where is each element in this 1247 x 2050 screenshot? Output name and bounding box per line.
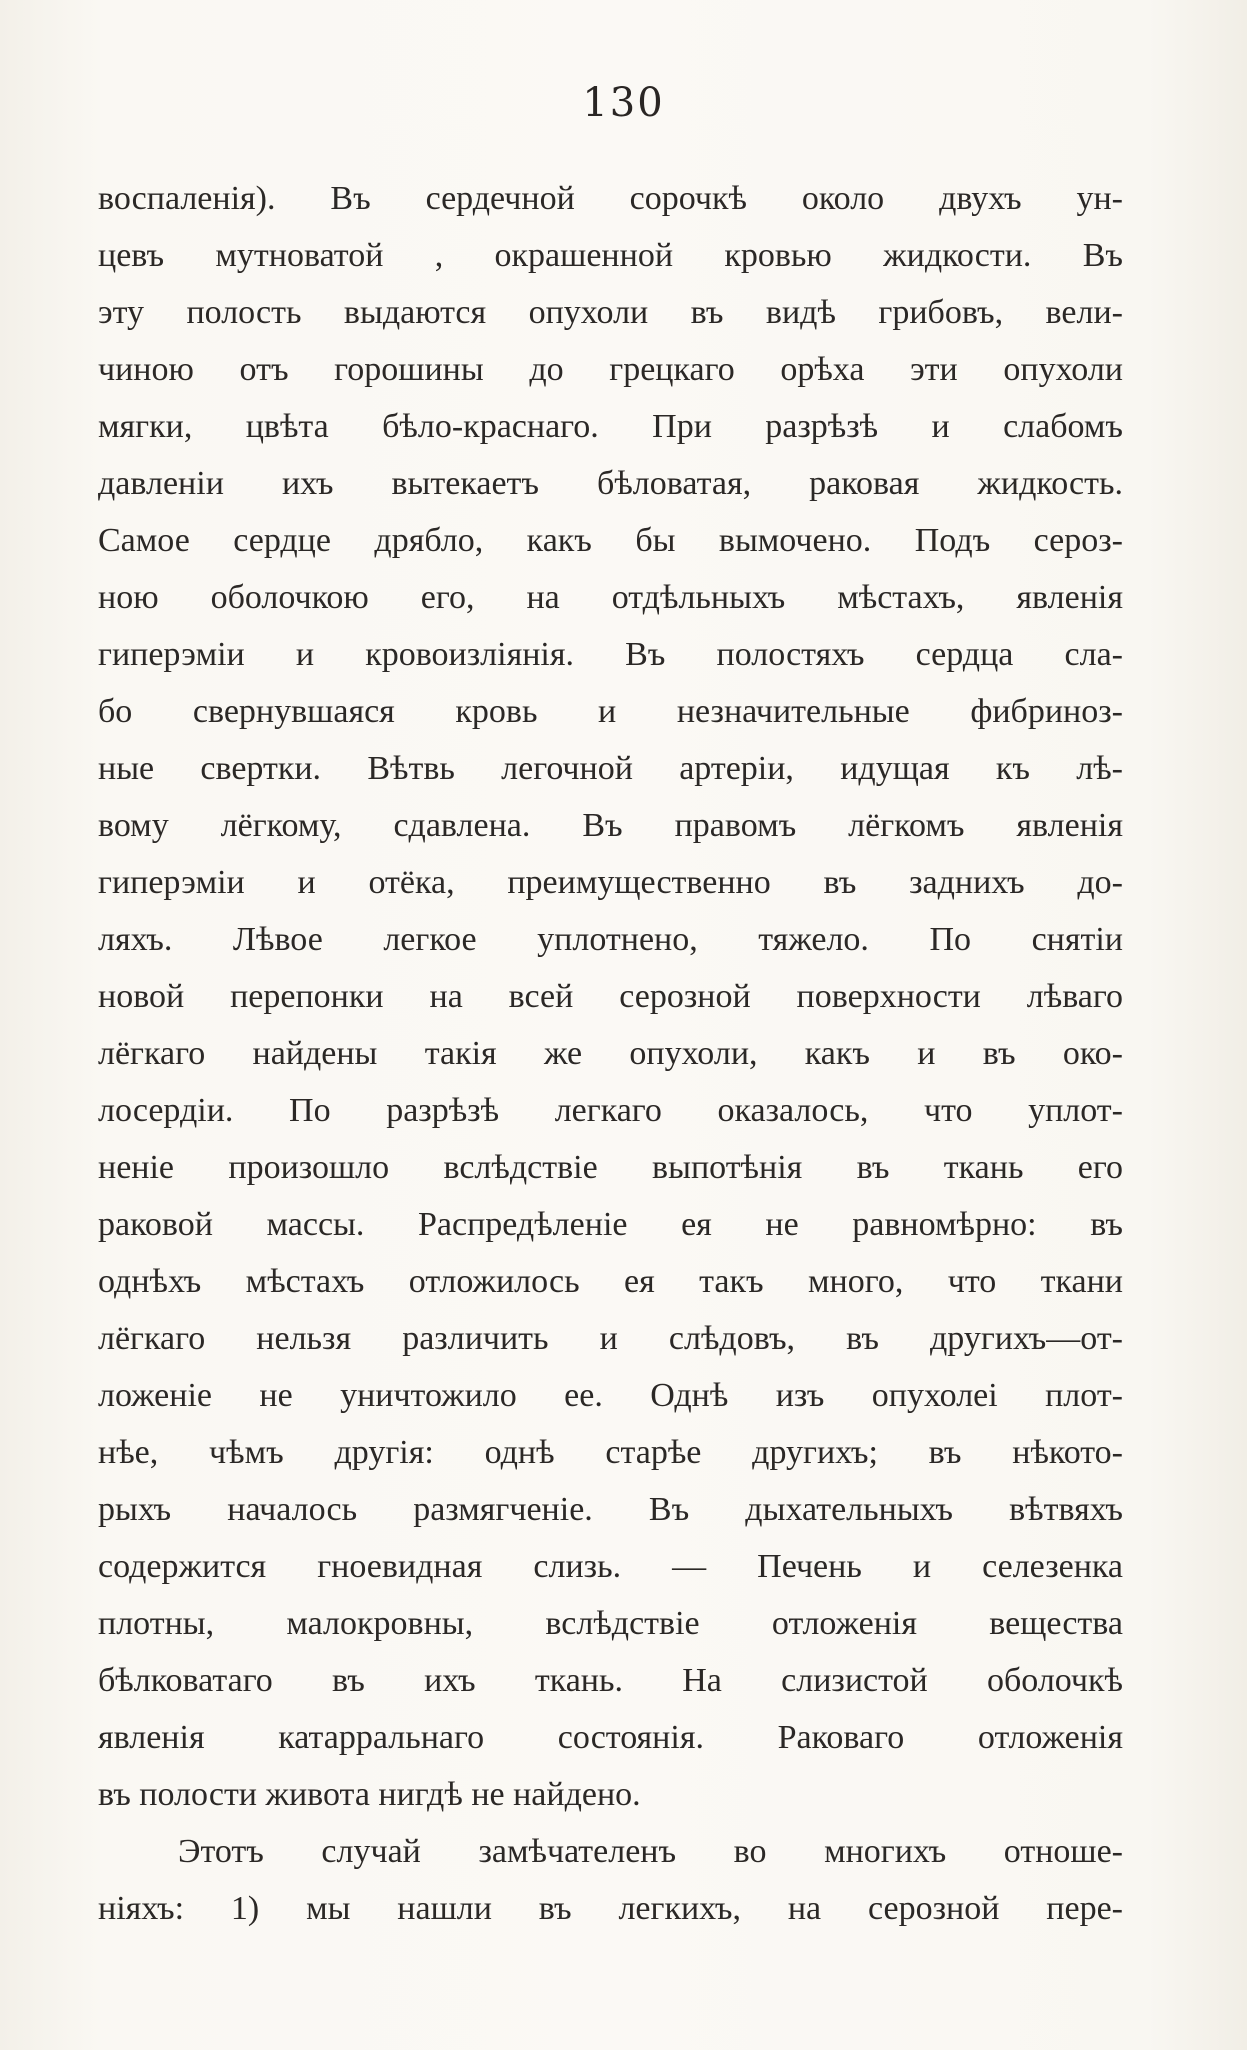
text-line: ніяхъ: 1) мы нашли въ легкихъ, на серозной пере- bbox=[98, 1890, 1123, 1927]
text-line: ные свертки. Вѣтвь легочной артеріи, идущая къ лѣ- bbox=[98, 750, 1123, 787]
text-line: лёгкаго найдены такія же опухоли, какъ и въ око- bbox=[98, 1035, 1123, 1072]
body-text bbox=[98, 170, 1123, 1937]
text-line: ляхъ. Лѣвое легкое уплотнено, тяжело. По снятіи bbox=[98, 921, 1123, 958]
text-line: неніе произошло вслѣдствіе выпотѣнія въ ткань его bbox=[98, 1149, 1123, 1186]
text-line: вому лёгкому, сдавлена. Въ правомъ лёгкомъ явленія bbox=[98, 807, 1123, 844]
text-line: давленіи ихъ вытекаетъ бѣловатая, раковая жидкость. bbox=[98, 465, 1123, 502]
paragraph-end-line: въ полости живота нигдѣ не найдено. bbox=[98, 1776, 641, 1813]
page-number: 130 bbox=[582, 80, 665, 126]
text-line: лосердіи. По разрѣзѣ легкаго оказалось, что уплот- bbox=[98, 1092, 1123, 1129]
text-line: ною оболочкою его, на отдѣльныхъ мѣстахъ, явленія bbox=[98, 579, 1123, 616]
text-line: гиперэміи и отёка, преимущественно въ заднихъ до- bbox=[98, 864, 1123, 901]
text-line: новой перепонки на всей серозной поверхности лѣваго bbox=[98, 978, 1123, 1015]
text-line: эту полость выдаются опухоли въ видѣ грибовъ, вели- bbox=[98, 294, 1123, 331]
text-line: бо свернувшаяся кровь и незначительные фибриноз- bbox=[98, 693, 1123, 730]
text-line: Самое сердце дрябло, какъ бы вымочено. Подъ сероз- bbox=[98, 522, 1123, 559]
text-line: чиною отъ горошины до грецкаго орѣха эти опухоли bbox=[98, 351, 1123, 388]
text-line: гиперэміи и кровоизліянія. Въ полостяхъ сердца сла- bbox=[98, 636, 1123, 673]
text-line: явленія катарральнаго состоянія. Раковаго отложенія bbox=[98, 1719, 1123, 1756]
text-line: ложеніе не уничтожило ее. Однѣ изъ опухолеі плот- bbox=[98, 1377, 1123, 1414]
text-line: нѣе, чѣмъ другія: однѣ старѣе другихъ; въ нѣкото- bbox=[98, 1434, 1123, 1471]
text-line: мягки, цвѣта бѣло-краснаго. При разрѣзѣ и слабомъ bbox=[98, 408, 1123, 445]
text-line: лёгкаго нельзя различить и слѣдовъ, въ другихъ—от- bbox=[98, 1320, 1123, 1357]
text-line: однѣхъ мѣстахъ отложилось ея такъ много, что ткани bbox=[98, 1263, 1123, 1300]
text-line: бѣлковатаго въ ихъ ткань. На слизистой оболочкѣ bbox=[98, 1662, 1123, 1699]
paragraph-start-line: Этотъ случай замѣчателенъ во многихъ отноше- bbox=[178, 1833, 1123, 1870]
text-line: цевъ мутноватой , окрашенной кровью жидкости. Въ bbox=[98, 237, 1123, 274]
text-line: рыхъ началось размягченіе. Въ дыхательныхъ вѣтвяхъ bbox=[98, 1491, 1123, 1528]
text-line: воспаленія). Въ сердечной сорочкѣ около двухъ ун- bbox=[98, 180, 1123, 217]
text-line: плотны, малокровны, вслѣдствіе отложенія вещества bbox=[98, 1605, 1123, 1642]
text-line: раковой массы. Распредѣленіе ея не равномѣрно: въ bbox=[98, 1206, 1123, 1243]
text-line: содержится гноевидная слизь. — Печень и селезенка bbox=[98, 1548, 1123, 1585]
